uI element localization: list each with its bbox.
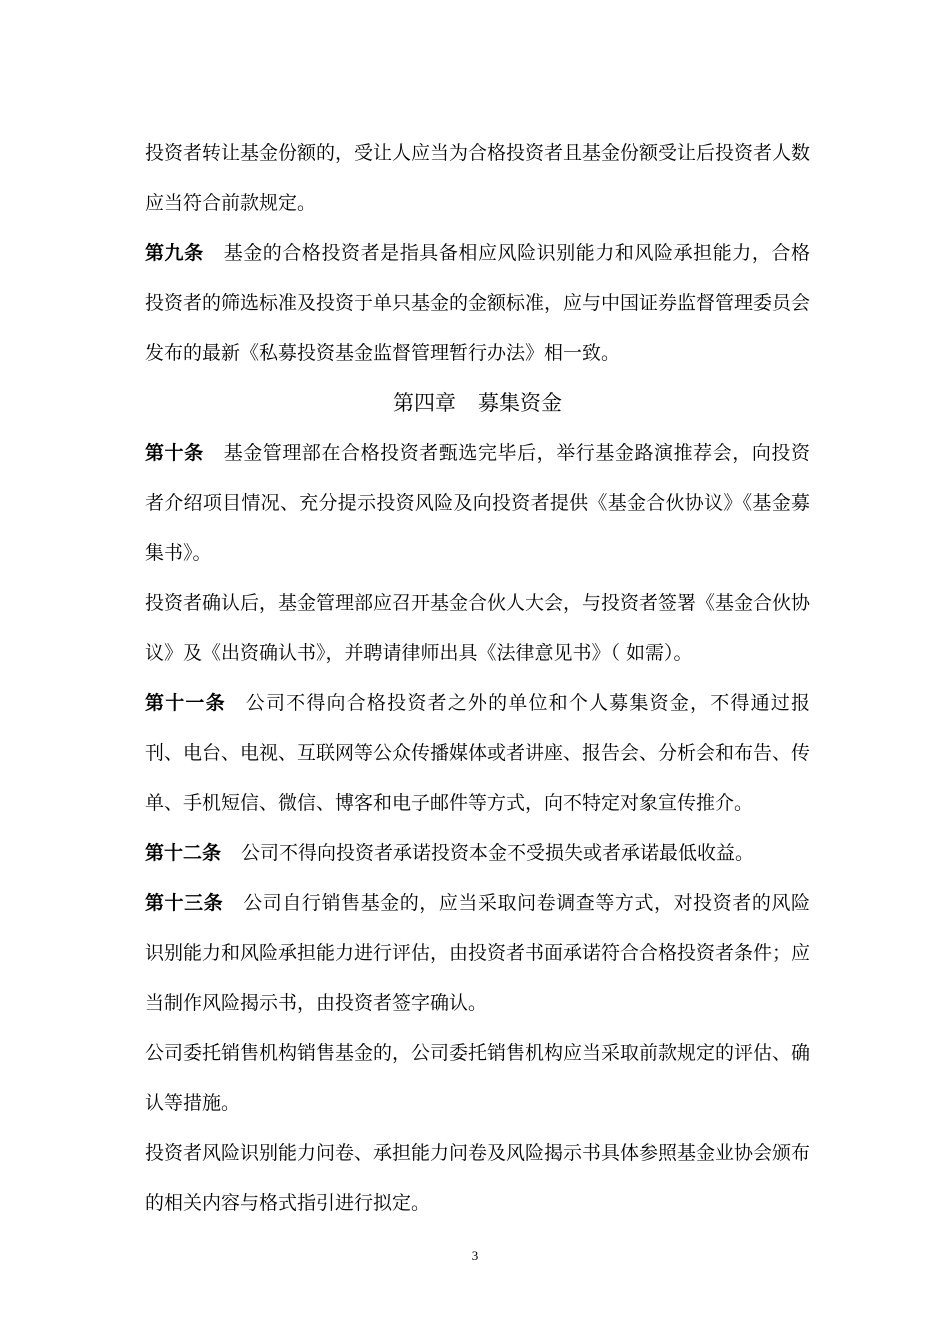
paragraph-text: 公司自行销售基金的，应当采取问卷调查等方式，对投资者的风险识别能力和风险承担能力进行评估，由投资者书面承诺符合合格投资者条件；应当制作风险揭示书，由投资者签字确认。 [145, 892, 811, 1014]
paragraph-entrusted-sales [145, 1028, 810, 1128]
article-10 [145, 428, 810, 578]
paragraph-questionnaire [145, 1128, 810, 1228]
paragraph-text: 基金管理部在合格投资者甄选完毕后，举行基金路演推荐会，向投资者介绍项目情况、充分提示投资风险及向投资者提供《基金合伙协议》《基金募集书》。 [145, 442, 810, 564]
paragraph-text: 公司不得向合格投资者之外的单位和个人募集资金，不得通过报刊、电台、电视、互联网等公众传播媒体或者讲座、报告会、分析会和布告、传单、手机短信、微信、博客和电子邮件等方式，向不特定对象宣传推介。 [145, 692, 811, 814]
article-12 [145, 828, 810, 878]
article-label: 第十二条 [145, 842, 222, 864]
paragraph-text: 投资者确认后，基金管理部应召开基金合伙人大会，与投资者签署《基金合伙协议》及《出资确认书》，并聘请律师出具《法律意见书》（ 如需）。 [145, 592, 811, 664]
article-label: 第九条 [145, 242, 204, 264]
paragraph-text: 投资者风险识别能力问卷、承担能力问卷及风险揭示书具体参照基金业协会颁布的相关内容与格式指引进行拟定。 [145, 1142, 811, 1214]
article-label: 第十条 [145, 442, 204, 464]
paragraph-text: 基金的合格投资者是指具备相应风险识别能力和风险承担能力，合格投资者的筛选标准及投资于单只基金的金额标准，应与中国证券监督管理委员会发布的最新《私募投资基金监督管理暂行办法》相一致。 [145, 242, 811, 364]
chapter-number: 第四章 [393, 391, 456, 415]
paragraph-text: 公司委托销售机构销售基金的，公司委托销售机构应当采取前款规定的评估、确认等措施。 [145, 1042, 811, 1114]
paragraph-investor-confirmation [145, 578, 810, 678]
article-label: 第十三条 [145, 892, 224, 914]
paragraph-text: 投资者转让基金份额的，受让人应当为合格投资者且基金份额受让后投资者人数应当符合前款规定。 [145, 142, 811, 214]
page-number: 3 [471, 1248, 479, 1263]
article-11 [145, 678, 810, 828]
article-9 [145, 228, 810, 378]
document-body [145, 128, 810, 1228]
article-label: 第十一条 [145, 692, 226, 714]
paragraph-transfer-rule [145, 128, 810, 228]
chapter-title: 募集资金 [478, 391, 562, 415]
chapter-heading [145, 378, 810, 428]
article-13 [145, 878, 810, 1028]
paragraph-text: 公司不得向投资者承诺投资本金不受损失或者承诺最低收益。 [241, 842, 755, 864]
